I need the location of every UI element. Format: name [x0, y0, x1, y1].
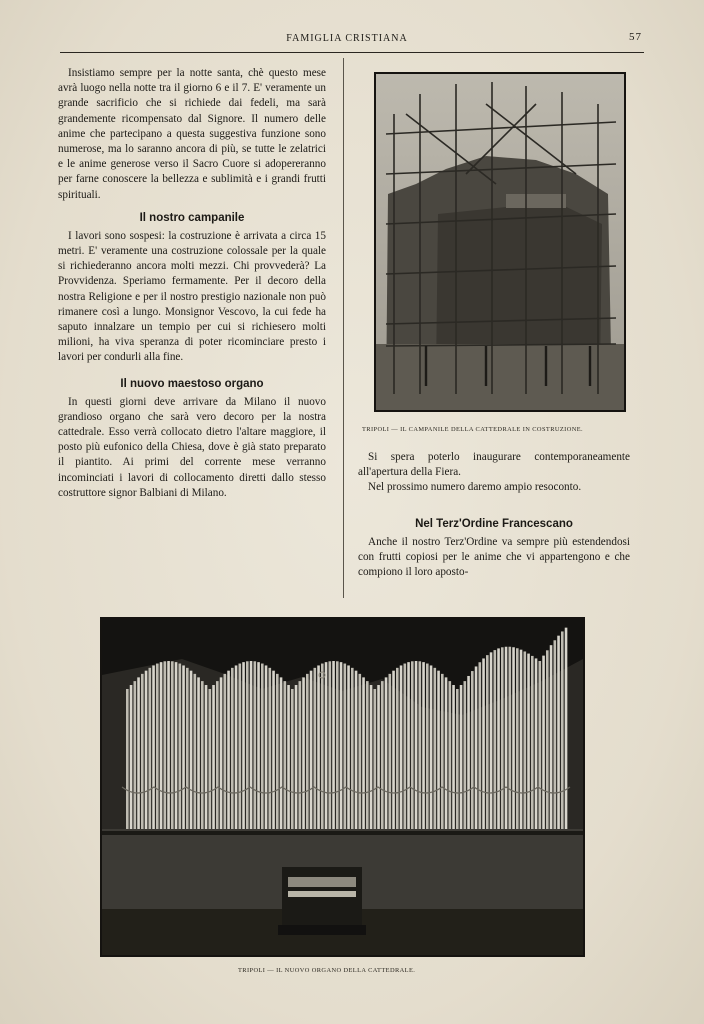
column-divider: [343, 58, 344, 598]
running-header: [60, 31, 642, 47]
organ-photo: [100, 617, 585, 957]
left-column: [58, 66, 326, 501]
section-title-terzordine: Nel Terz'Ordine Francescano: [415, 517, 573, 530]
tower-caption: TRIPOLI — IL CAMPANILE DELLA CATTEDRALE IN COSTRUZIONE.: [362, 426, 584, 433]
section-title-campanile: Il nostro campanile: [139, 211, 245, 224]
section-title-organo: Il nuovo maestoso organo: [120, 377, 264, 390]
terzordine-paragraph: Anche il nostro Terz'Ordine va sempre più estendendosi con frutti copiosi per le anime che vi appartengono e che compiono il loro aposto-: [358, 535, 630, 579]
magazine-title: FAMIGLIA CRISTIANA: [286, 33, 408, 44]
fiera-paragraph: Si spera poterlo inaugurare contemporaneamente all'apertura della Fiera.: [358, 451, 630, 479]
intro-paragraph: Insistiamo sempre per la notte santa, chè questo mese avrà luogo nella notte tra il giorno 6 e il 7. E' veramente un grande sacrificio che si richiede dai fedeli, ma sarà grandemente ricompensato dal Signore. Il numero delle anime che partecipano a questa suggestiva funzione sono numerose, ma lo saranno ancora di più, se tutte le zelatrici e le anime generose verso il Sacro Cuore si adopereranno per farne conoscere la bellezza e sublimità e i grandi frutti spirituali.: [58, 67, 326, 201]
bell-tower-photo: [374, 72, 626, 412]
campanile-paragraph: I lavori sono sospesi: la costruzione è arrivata a circa 15 metri. E' veramente una costruzione colossale per la quale si richiederanno ancora molti mezzi. Chi provvederà? La Provvidenza. Speriamo fermamente. Per il decoro della nostra Religione e per il nostro prestigio nazionale non può rimanere così a lungo. Monsignor Vescovo, la cui fede ha saputo innalzare un tempio per cui si richiesero molti milioni, ha viva speranza di poter ricominciare presto i lavori per condurli alla fine.: [58, 229, 326, 364]
organ-caption: TRIPOLI — IL NUOVO ORGANO DELLA CATTEDRALE.: [238, 967, 416, 974]
right-column: [358, 450, 630, 580]
organo-paragraph: In questi giorni deve arrivare da Milano il nuovo grandioso organo che sarà vero decoro per la nostra cattedrale. Esso verrà collocato dietro l'altare maggiore, il posto più eufonico della Chiesa, dove è già stato preparato il piantito. Ai primi del corrente mese verranno incominciati i lavori di collocamento diretti dallo stesso costruttore signor Balbiani di Milano.: [58, 395, 326, 499]
resoconto-paragraph: Nel prossimo numero daremo ampio resoconto.: [368, 481, 582, 494]
page-number: 57: [629, 31, 642, 43]
header-rule: [60, 52, 644, 53]
